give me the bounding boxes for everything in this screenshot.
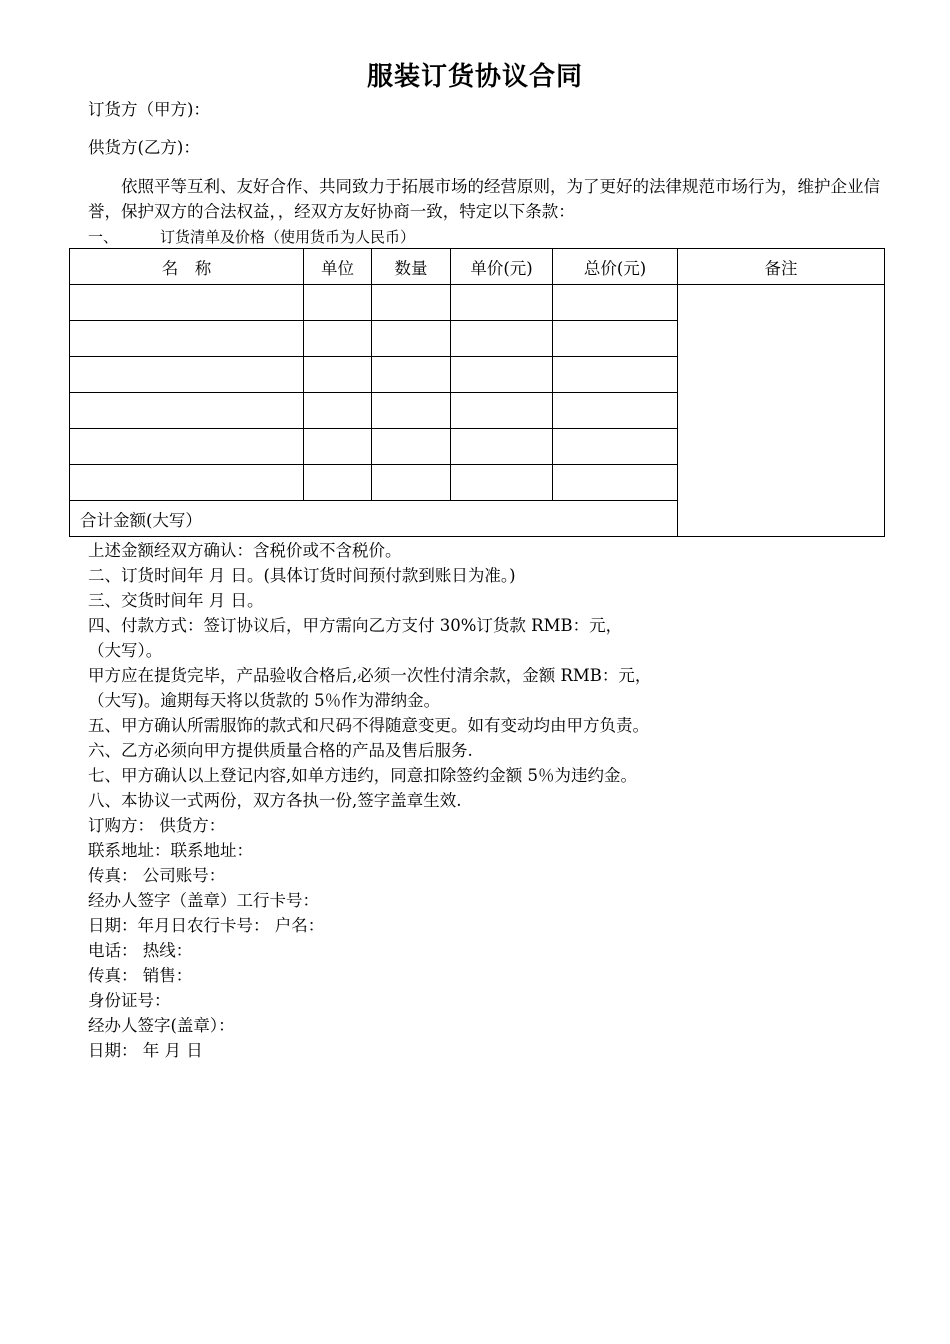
sig-fax-sales: 传真： 销售： (88, 966, 193, 985)
cell-unit[interactable] (304, 285, 372, 321)
goods-table (69, 248, 885, 537)
cell-total-price[interactable] (553, 429, 678, 465)
section-1-number: 一、 (88, 228, 119, 246)
sig-handler: 经办人签字(盖章）： (88, 1016, 235, 1035)
page-title: 服装订货协议合同 (366, 62, 583, 92)
header-quantity: 数量 (372, 249, 451, 285)
clause-balance-payment: 甲方应在提货完毕，产品验收合格后,必须一次性付清余款，金额 RMB：元， (88, 666, 652, 685)
clause-5-style-size: 五、甲方确认所需服饰的款式和尺码不得随意变更。如有变动均由甲方负责。 (88, 716, 649, 735)
sig-parties: 订购方： 供货方： (88, 816, 226, 835)
cell-quantity[interactable] (372, 429, 451, 465)
party-a-line: 订货方（甲方)： (88, 100, 210, 119)
clause-4-uppercase: （大写）。 (88, 641, 163, 660)
clause-3-delivery-time: 三、交货时间年 月 日。 (88, 591, 264, 610)
cell-unit-price[interactable] (451, 357, 553, 393)
intro-paragraph: 依照平等互利、友好合作、共同致力于拓展市场的经营原则，为了更好的法律规范市场行为，维护企业信誉，保护双方的合法权益，，经双方友好协商一致，特定以下条款： (88, 177, 880, 221)
cell-total-price[interactable] (553, 465, 678, 501)
cell-total-price[interactable] (553, 393, 678, 429)
sig-handler-icbc: 经办人签字（盖章）工行卡号： (88, 891, 319, 910)
cell-unit[interactable] (304, 321, 372, 357)
section-1-heading (88, 226, 415, 247)
sig-address: 联系地址：联系地址： (88, 841, 253, 860)
cell-name[interactable] (70, 321, 304, 357)
sig-fax-account: 传真： 公司账号： (88, 866, 226, 885)
header-unit-price: 单价(元) (451, 249, 553, 285)
sig-date-abc: 日期：年月日农行卡号： 户名： (88, 916, 325, 935)
sig-date: 日期： 年 月 日 (88, 1041, 203, 1060)
table-row (70, 285, 885, 321)
header-remarks: 备注 (678, 249, 885, 285)
cell-quantity[interactable] (372, 465, 451, 501)
cell-name[interactable] (70, 357, 304, 393)
cell-unit-price[interactable] (451, 321, 553, 357)
clause-2-order-time: 二、订货时间年 月 日。(具体订货时间预付款到账日为准。) (88, 566, 516, 585)
clause-8-copies: 八、本协议一式两份，双方各执一份,签字盖章生效. (88, 791, 462, 810)
clause-6-quality: 六、乙方必须向甲方提供质量合格的产品及售后服务. (88, 741, 473, 760)
cell-unit-price[interactable] (451, 429, 553, 465)
clause-7-penalty: 七、甲方确认以上登记内容,如单方违约，同意扣除签约金额 5％为违约金。 (88, 766, 637, 785)
cell-quantity[interactable] (372, 393, 451, 429)
clause-late-fee: （大写)。逾期每天将以货款的 5％作为滞纳金。 (88, 691, 441, 710)
cell-name[interactable] (70, 393, 304, 429)
cell-unit-price[interactable] (451, 285, 553, 321)
header-name: 名 称 (70, 249, 304, 285)
cell-total-price[interactable] (553, 285, 678, 321)
section-1-text: 订货清单及价格（使用货币为人民币） (160, 228, 416, 246)
cell-name[interactable] (70, 429, 304, 465)
remarks-cell[interactable] (678, 285, 885, 537)
table-header-row (70, 249, 885, 285)
sig-id-number: 身份证号： (88, 991, 171, 1010)
cell-unit-price[interactable] (451, 393, 553, 429)
cell-name[interactable] (70, 285, 304, 321)
clause-4-payment: 四、付款方式：签订协议后，甲方需向乙方支付 30%订货款 RMB：元， (88, 616, 623, 635)
total-amount-label: 合计金额(大写） (70, 501, 678, 537)
party-b-line: 供货方(乙方)： (88, 138, 200, 157)
cell-quantity[interactable] (372, 357, 451, 393)
sig-phone-hotline: 电话： 热线： (88, 941, 193, 960)
clause-tax-confirm: 上述金额经双方确认：含税价或不含税价。 (88, 541, 402, 560)
cell-unit[interactable] (304, 429, 372, 465)
cell-unit[interactable] (304, 465, 372, 501)
cell-quantity[interactable] (372, 285, 451, 321)
cell-unit-price[interactable] (451, 465, 553, 501)
header-total-price: 总价(元) (553, 249, 678, 285)
cell-total-price[interactable] (553, 321, 678, 357)
header-unit: 单位 (304, 249, 372, 285)
cell-total-price[interactable] (553, 357, 678, 393)
cell-unit[interactable] (304, 393, 372, 429)
cell-quantity[interactable] (372, 321, 451, 357)
cell-name[interactable] (70, 465, 304, 501)
cell-unit[interactable] (304, 357, 372, 393)
